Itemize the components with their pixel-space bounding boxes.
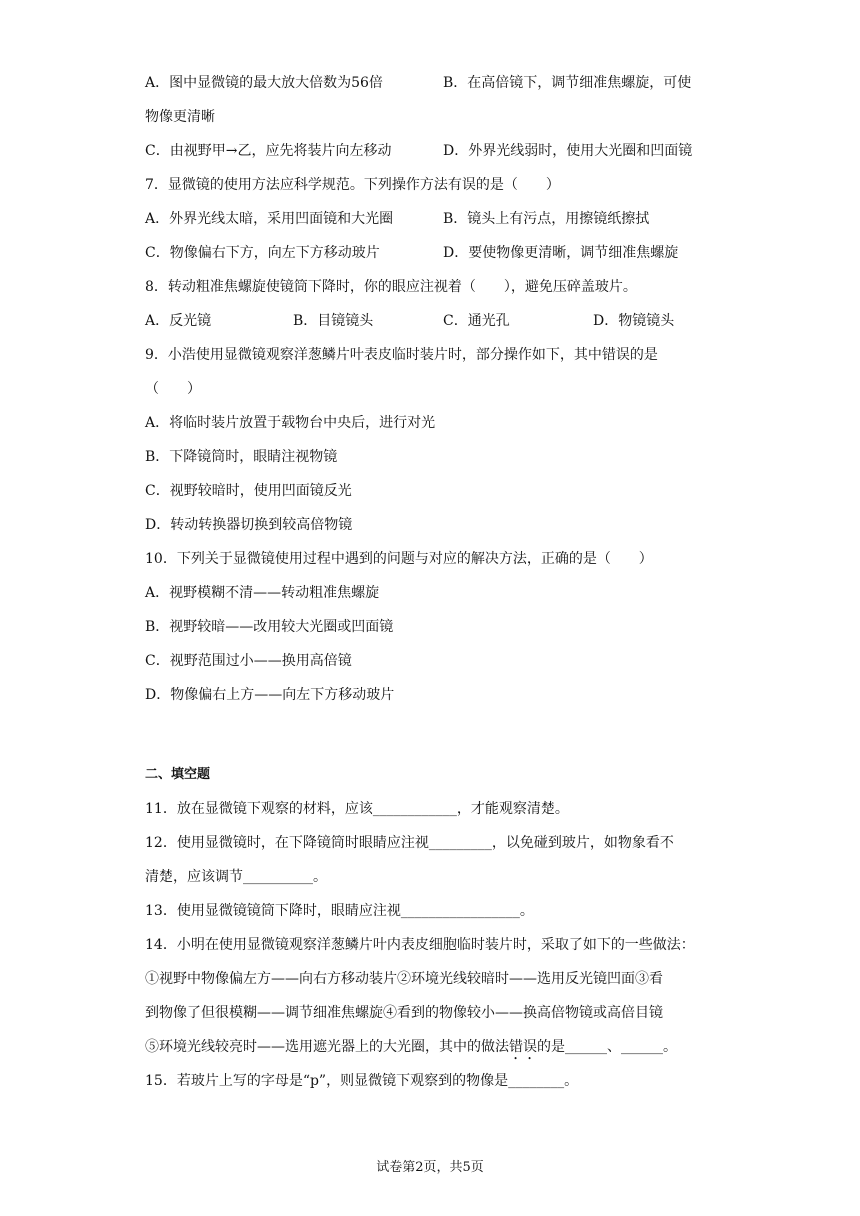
q13: 13．使用显微镜镜筒下降时，眼睛应注视_________________。 bbox=[145, 903, 534, 919]
q14-line-1: 14．小明在使用显微镜观察洋葱鳞片叶内表皮细胞临时装片时，采取了如下的一些做法： bbox=[145, 937, 695, 953]
q12-line-2: 清楚，应该调节__________。 bbox=[145, 869, 327, 885]
q8-options bbox=[145, 304, 725, 338]
q7-row-cd bbox=[145, 236, 725, 270]
q6-option-b: B．在高倍镜下，调节细准焦螺旋，可使 bbox=[443, 75, 692, 91]
section-title-fill-in: 二、填空题 bbox=[145, 767, 211, 782]
q12-line-1: 12．使用显微镜时，在下降镜筒时眼睛应注视_________，以免碰到玻片，如物象看不 bbox=[145, 835, 674, 851]
q7-option-a: A．外界光线太暗，采用凹面镜和大光圈 bbox=[145, 211, 394, 227]
q8-option-a: A．反光镜 bbox=[145, 313, 212, 329]
q15: 15．若玻片上写的字母是“p”，则显微镜下观察到的物像是________。 bbox=[145, 1073, 579, 1089]
q7-stem: 7．显微镜的使用方法应科学规范。下列操作方法有误的是（ ） bbox=[145, 177, 560, 193]
q8-option-c: C．通光孔 bbox=[443, 313, 510, 329]
q8-option-d: D．物镜镜头 bbox=[593, 313, 675, 329]
q8-stem: 8．转动粗准焦螺旋使镜筒下降时，你的眼应注视着（ ），避免压碎盖玻片。 bbox=[145, 279, 637, 295]
q9-stem: 9．小浩使用显微镜观察洋葱鳞片叶表皮临时装片时，部分操作如下，其中错误的是 bbox=[145, 347, 658, 363]
q6-option-c: C．由视野甲→乙，应先将装片向左移动 bbox=[145, 143, 392, 159]
q6-option-d: D．外界光线弱时，使用大光圈和凹面镜 bbox=[443, 143, 693, 159]
q14-line-3: 到物像了但很模糊——调节细准焦螺旋④看到的物像较小——换高倍物镜或高倍目镜 bbox=[145, 1005, 663, 1021]
q10-option-a: A．视野模糊不清——转动粗准焦螺旋 bbox=[145, 585, 380, 601]
q14-emphasis-wrong: 错误 bbox=[509, 1039, 537, 1055]
q8-option-b: B．目镜镜头 bbox=[293, 313, 374, 329]
q9-option-c: C．视野较暗时，使用凹面镜反光 bbox=[145, 483, 352, 499]
q9-option-a: A．将临时装片放置于载物台中央后，进行对光 bbox=[145, 415, 436, 431]
q7-option-d: D．要使物像更清晰，调节细准焦螺旋 bbox=[443, 245, 679, 261]
q7-option-c: C．物像偏右下方，向左下方移动玻片 bbox=[145, 245, 380, 261]
q10-option-b: B．视野较暗——改用较大光圈或凹面镜 bbox=[145, 619, 394, 635]
q6-row-ab bbox=[145, 66, 725, 100]
q7-row-ab bbox=[145, 202, 725, 236]
q6-row-cd bbox=[145, 134, 725, 168]
q6-option-b-continued: 物像更清晰 bbox=[145, 109, 215, 125]
q10-option-c: C．视野范围过小——换用高倍镜 bbox=[145, 653, 352, 669]
q6-option-a: A．图中显微镜的最大放大倍数为56倍 bbox=[145, 75, 383, 91]
q11: 11．放在显微镜下观察的材料，应该____________，才能观察清楚。 bbox=[145, 801, 569, 817]
q9-stem-continued: （ ） bbox=[145, 381, 201, 397]
q9-option-d: D．转动转换器切换到较高倍物镜 bbox=[145, 517, 353, 533]
exam-content bbox=[145, 66, 725, 1098]
q14-line-4 bbox=[145, 1030, 725, 1064]
q14-line-4-post: 的是______、______。 bbox=[537, 1039, 677, 1055]
q10-stem: 10．下列关于显微镜使用过程中遇到的问题与对应的解决方法，正确的是（ ） bbox=[145, 551, 653, 567]
q6-row-b-cont bbox=[145, 100, 725, 134]
q14-line-4-pre: ⑤环境光线较亮时——选用遮光器上的大光圈，其中的做法 bbox=[145, 1039, 509, 1055]
q7-option-b: B．镜头上有污点，用擦镜纸擦拭 bbox=[443, 211, 650, 227]
q10-option-d: D．物像偏右上方——向左下方移动玻片 bbox=[145, 687, 395, 703]
q14-line-2: ①视野中物像偏左方——向右方移动装片②环境光线较暗时——选用反光镜凹面③看 bbox=[145, 971, 663, 987]
page-footer: 试卷第2页，共5页 bbox=[376, 1160, 484, 1175]
q9-option-b: B．下降镜筒时，眼睛注视物镜 bbox=[145, 449, 338, 465]
